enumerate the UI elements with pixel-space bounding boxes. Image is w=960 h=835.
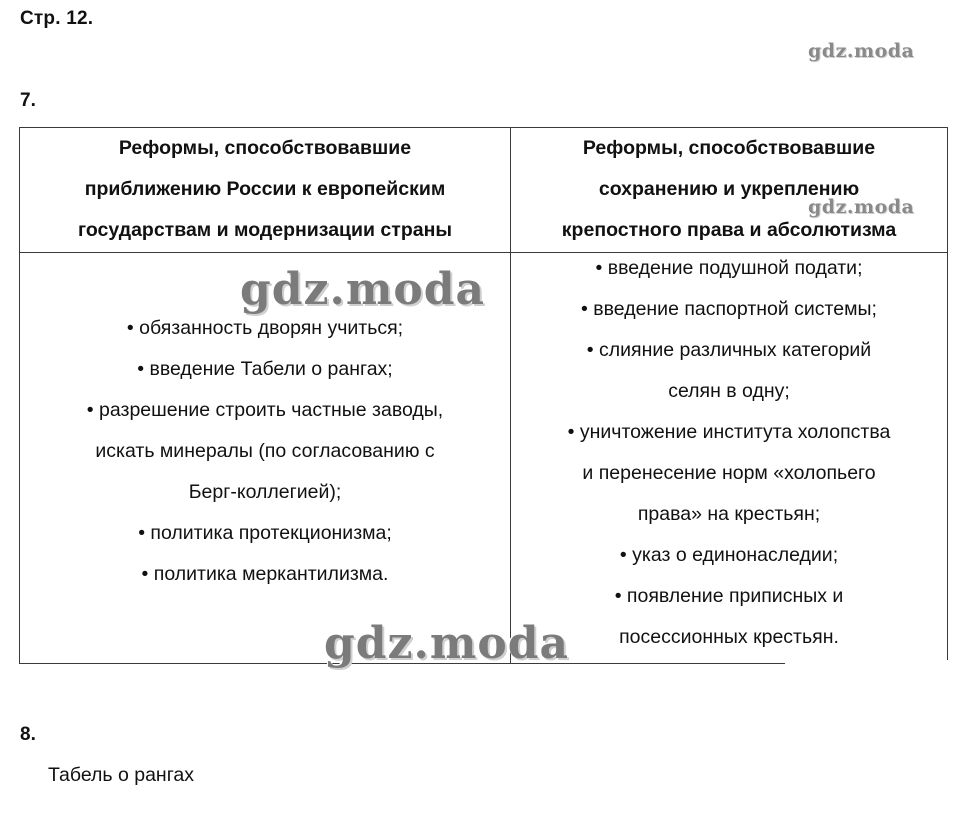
header-modernization-reforms (20, 127, 510, 252)
watermark-header: gdz.moda (808, 196, 915, 218)
header-line: приближению России к европейским (84, 178, 446, 200)
list-item: • обязанность дворян учиться; (126, 317, 404, 339)
list-item: посессионных крестьян. (619, 626, 839, 648)
list-item: • указ о единонаследии; (619, 544, 839, 566)
watermark-large: gdz.moda (240, 264, 486, 315)
list-item: селян в одну; (668, 380, 790, 402)
list-item: Берг-коллегией); (188, 481, 342, 503)
list-item: • политика меркантилизма. (141, 563, 389, 585)
header-serfdom-reforms (511, 127, 947, 252)
list-item: и перенесение норм «холопьего (582, 462, 876, 484)
header-line: Реформы, способствовавшие (118, 137, 412, 159)
header-line: крепостного права и абсолютизма (561, 219, 897, 241)
task-8-answer: Табель о рангах (48, 764, 194, 786)
task-8-number: 8. (20, 724, 36, 745)
list-item: • введение подушной подати; (595, 257, 863, 279)
list-item: • уничтожение института холопства (567, 421, 891, 443)
table-border-bottom (19, 663, 785, 664)
list-item: • политика протекционизма; (138, 522, 392, 544)
header-line: государствам и модернизации страны (77, 219, 453, 241)
list-item: • слияние различных категорий (586, 339, 872, 361)
modernization-reforms-list (20, 308, 510, 595)
list-item: • появление приписных и (614, 585, 844, 607)
list-item: искать минералы (по согласованию с (95, 440, 435, 462)
serfdom-reforms-list (511, 248, 947, 658)
reforms-table (19, 127, 948, 664)
task-7-number: 7. (20, 90, 36, 111)
table-border-right (947, 127, 948, 660)
list-item: • введение паспортной системы; (581, 298, 877, 320)
header-line: Реформы, способствовавшие (582, 137, 876, 159)
list-item: права» на крестьян; (637, 503, 821, 525)
list-item: • введение Табели о рангах; (137, 358, 393, 380)
watermark-top: gdz.moda (808, 40, 915, 62)
header-line: сохранению и укреплению (598, 178, 860, 200)
watermark-large-bottom: gdz.moda (324, 618, 570, 669)
page-number: Стр. 12. (20, 8, 94, 29)
list-item: • разрешение строить частные заводы, (86, 399, 444, 421)
